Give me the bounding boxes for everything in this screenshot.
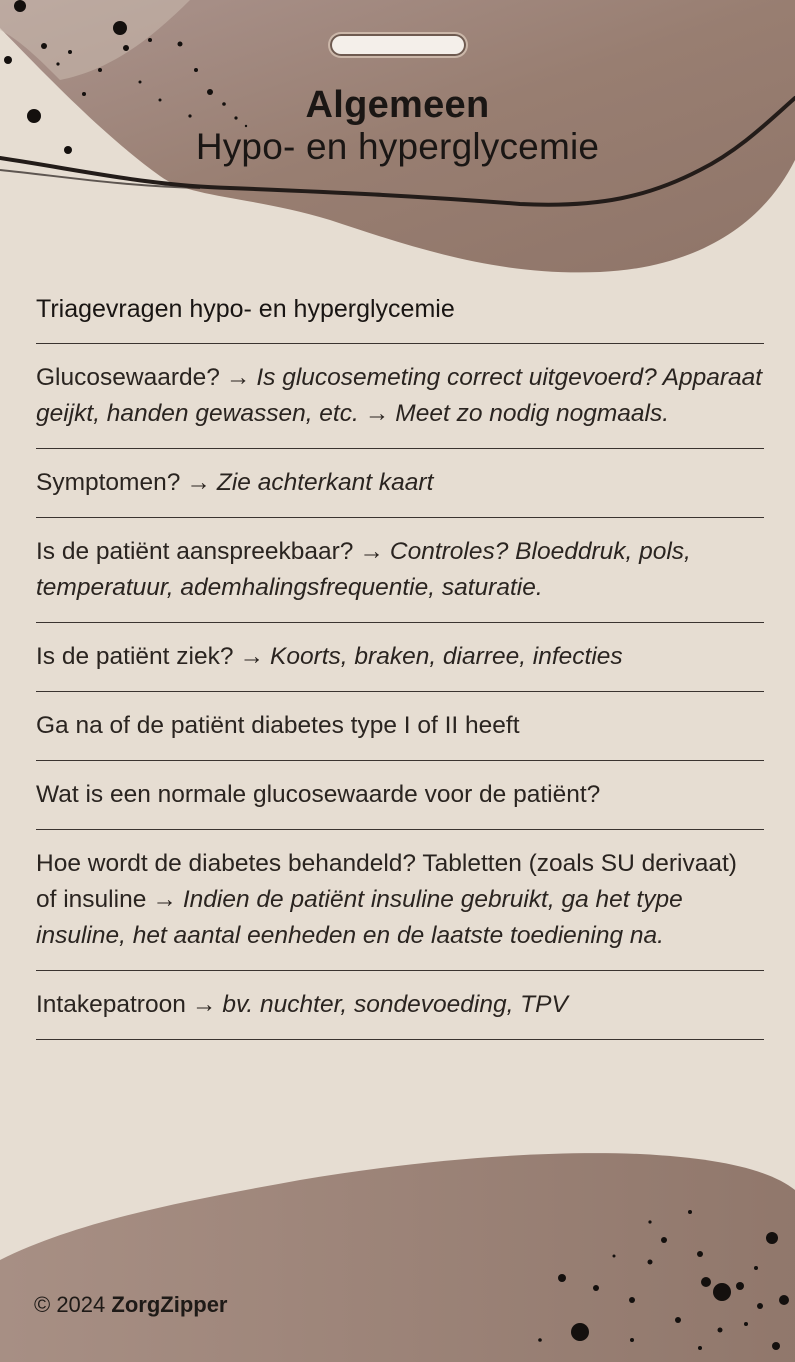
arrow-icon: → <box>239 643 264 670</box>
triage-row-diabetes-type <box>36 692 764 761</box>
card-title: Algemeen <box>305 84 490 126</box>
footer-copyright <box>34 1292 228 1318</box>
row-question: Glucosewaarde? <box>36 364 220 391</box>
arrow-icon: → <box>186 469 211 496</box>
triage-row-responsive <box>36 518 764 623</box>
arrow-icon: → <box>364 400 390 427</box>
triage-row-treatment <box>36 830 764 971</box>
triage-row-ill <box>36 623 764 692</box>
row-question: Wat is een normale glucosewaarde voor de patiënt? <box>36 781 601 808</box>
arrow-icon: → <box>359 538 384 565</box>
triage-row-normal-glucose <box>36 761 764 830</box>
row-question: Intakepatroon <box>36 991 186 1018</box>
row-answer: bv. nuchter, sondevoeding, TPV <box>222 991 568 1018</box>
row-answer: Controles? Bloeddruk, pols, temperatuur, ademhalingsfrequentie, saturatie. <box>36 538 691 601</box>
row-answer: Zie achterkant kaart <box>216 469 434 496</box>
section-heading: Triagevragen hypo- en hyperglycemie <box>36 288 764 344</box>
arrow-icon: → <box>191 991 217 1018</box>
row-question: Hoe wordt de diabetes behandeld? Tabletten (zoals SU derivaat) of insuline <box>36 850 737 913</box>
triage-row-glucose <box>36 344 764 449</box>
row-question: Is de patiënt aanspreekbaar? <box>36 538 354 565</box>
brand-name: ZorgZipper <box>111 1292 228 1317</box>
copyright-text: © 2024 <box>34 1292 106 1317</box>
arrow-icon: → <box>225 364 251 391</box>
row-question: Is de patiënt ziek? <box>36 643 234 670</box>
lanyard-slot <box>330 34 466 56</box>
row-answer: Is glucosemeting correct uitgevoerd? Apparaat geijkt, handen gewassen, etc. <box>36 364 763 427</box>
triage-content <box>36 288 764 1040</box>
arrow-icon: → <box>152 886 177 913</box>
triage-row-intake <box>36 971 764 1040</box>
card-subtitle: Hypo- en hyperglycemie <box>195 126 600 167</box>
row-question: Ga na of de patiënt diabetes type I of II heeft <box>36 712 520 739</box>
row-followup: Meet zo nodig nogmaals. <box>395 400 670 427</box>
row-answer: Koorts, braken, diarree, infecties <box>269 643 623 670</box>
row-question: Symptomen? <box>36 469 181 496</box>
triage-row-symptoms <box>36 449 764 518</box>
row-answer: Indien de patiënt insuline gebruikt, ga het type insuline, het aantal eenheden en de laatste toediening na. <box>36 886 683 949</box>
